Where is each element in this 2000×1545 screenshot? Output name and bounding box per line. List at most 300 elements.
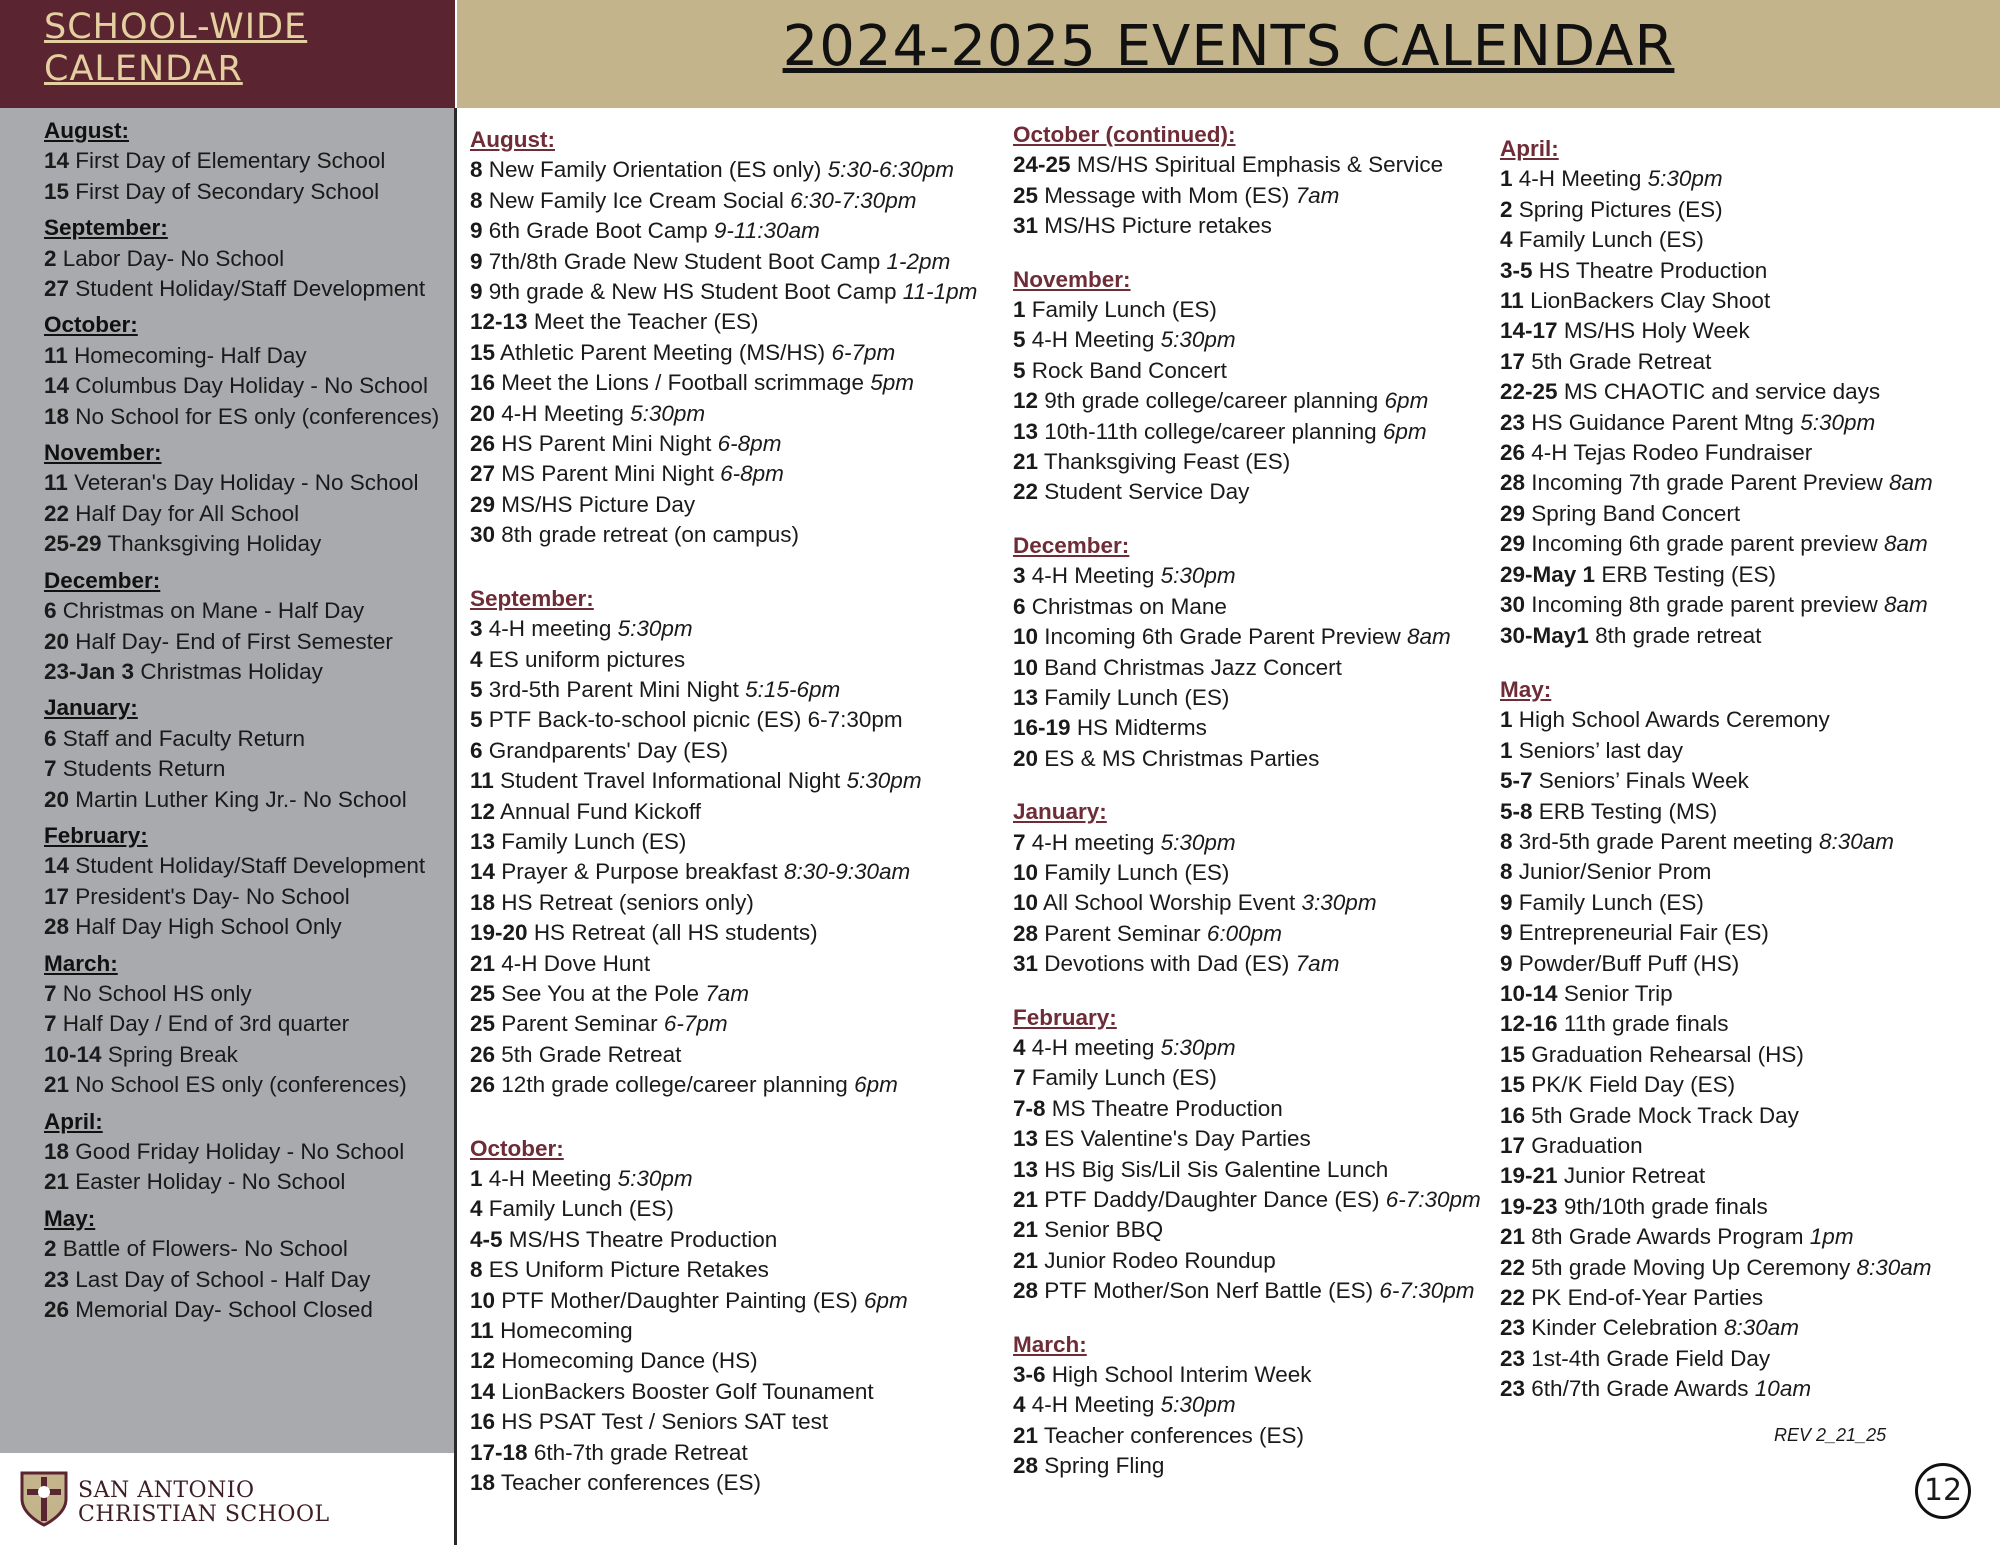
event-item: [470, 368, 977, 398]
event-date: 15: [1500, 1072, 1526, 1098]
event-item: [44, 1137, 439, 1167]
month-heading: April:: [1500, 136, 1559, 161]
event-date: 15: [470, 339, 496, 365]
event-date: 20: [44, 628, 70, 654]
event-title: Memorial Day- School Closed: [75, 1297, 373, 1323]
event-date: 10-14: [44, 1041, 102, 1067]
event-date: 29: [1500, 500, 1526, 526]
event-time: 6pm: [1382, 418, 1427, 444]
event-title: Meet the Lions / Football scrimmage: [501, 370, 864, 396]
event-title: Junior Rodeo Roundup: [1044, 1247, 1276, 1273]
event-item: [470, 675, 977, 705]
event-item: [470, 1164, 977, 1194]
event-item: [470, 1346, 977, 1376]
event-time: 8:30am: [1818, 828, 1895, 854]
event-date: 23: [1500, 1345, 1526, 1371]
event-date: 3-5: [1500, 257, 1533, 283]
event-time: 6-7:30pm: [1385, 1187, 1481, 1212]
event-item: [1500, 590, 1933, 620]
shield-icon: [18, 1469, 70, 1529]
event-title: 3rd-5th Parent Mini Night: [488, 676, 739, 702]
event-date: 8: [470, 157, 483, 183]
event-item: [44, 371, 439, 401]
event-item: [1500, 797, 1933, 827]
event-date: 19-23: [1500, 1193, 1558, 1219]
month-heading: December:: [1013, 532, 1130, 558]
event-title: High School Awards Ceremony: [1518, 707, 1830, 733]
event-item: [470, 277, 977, 307]
event-title: 6th Grade Boot Camp: [488, 218, 708, 244]
event-item: [470, 247, 977, 277]
event-date: 4-5: [470, 1226, 503, 1252]
event-date: 30: [470, 522, 496, 548]
event-date: 7-8: [1013, 1095, 1046, 1121]
month-section: [44, 213, 439, 304]
event-date: 26: [470, 1072, 496, 1098]
month-section: [44, 310, 439, 432]
event-item: [470, 1438, 977, 1468]
event-item: [1500, 560, 1933, 590]
event-item: [44, 1040, 439, 1070]
event-date: 7: [44, 756, 57, 782]
event-item: [1013, 713, 1481, 743]
event-date: 21: [1013, 1187, 1039, 1212]
page-title: 2024-2025 EVENTS CALENDAR: [782, 14, 1675, 79]
event-title: Family Lunch (ES): [1044, 684, 1230, 710]
event-date: 4: [1013, 1392, 1026, 1418]
event-date: 1: [1500, 737, 1513, 763]
event-date: 28: [1013, 920, 1039, 946]
school-wide-list: [44, 116, 439, 1325]
event-title: Family Lunch (ES): [1518, 227, 1704, 253]
event-date: 27: [470, 461, 496, 487]
event-item: [1500, 1009, 1933, 1039]
event-date: 20: [470, 400, 496, 426]
month-section: [44, 693, 439, 815]
event-item: [1500, 1070, 1933, 1100]
month-heading: September:: [470, 585, 594, 611]
event-title: 4-H Tejas Rodeo Fundraiser: [1531, 440, 1813, 466]
event-date: 18: [470, 1470, 496, 1496]
event-date: 12-16: [1500, 1011, 1558, 1037]
event-item: [1013, 1360, 1481, 1390]
event-item: [44, 1167, 439, 1197]
event-title: Rock Band Concert: [1031, 357, 1227, 383]
event-item: [44, 851, 439, 881]
event-time: 5:30pm: [1647, 166, 1723, 192]
event-title: MS/HS Picture Day: [501, 491, 696, 517]
month-section: [1013, 1003, 1481, 1307]
event-item: [44, 177, 439, 207]
event-date: 6: [44, 598, 57, 624]
month-heading: February:: [44, 822, 148, 848]
event-date: 25: [470, 980, 496, 1006]
event-time: 11-1pm: [902, 279, 978, 305]
event-time: 5:30-6:30pm: [827, 157, 954, 183]
event-title: PTF Daddy/Daughter Dance (ES): [1044, 1187, 1380, 1212]
event-item: [44, 402, 439, 432]
event-date: 27: [44, 276, 70, 302]
event-date: 22: [44, 500, 70, 526]
event-time: 5:15-6pm: [745, 676, 841, 702]
month-heading: October (continued):: [1013, 122, 1236, 147]
event-date: 17: [1500, 348, 1526, 374]
event-item: [1500, 1374, 1933, 1404]
event-item: [470, 520, 977, 550]
event-item: [470, 614, 977, 644]
event-title: Junior/Senior Prom: [1518, 859, 1712, 885]
event-item: [1500, 949, 1933, 979]
event-date: 17-18: [470, 1439, 528, 1465]
event-date: 9: [470, 279, 483, 305]
event-time: 7am: [1295, 182, 1340, 208]
event-title: No School HS only: [62, 980, 252, 1006]
event-title: Family Lunch (ES): [488, 1196, 674, 1222]
event-title: Easter Holiday - No School: [75, 1169, 346, 1195]
event-title: 6th/7th Grade Awards: [1531, 1376, 1749, 1402]
event-date: 9: [1500, 889, 1513, 915]
event-time: 8:30am: [1723, 1315, 1799, 1341]
event-item: [44, 882, 439, 912]
event-item: [1500, 1313, 1933, 1343]
month-heading: October:: [470, 1135, 564, 1161]
event-item: [1013, 653, 1481, 683]
event-item: [44, 244, 439, 274]
event-title: Student Travel Informational Night: [500, 768, 841, 794]
event-title: MS Parent Mini Night: [501, 461, 714, 487]
event-item: [1013, 295, 1481, 325]
event-date: 4: [1500, 227, 1513, 253]
event-item: [44, 596, 439, 626]
event-title: HS Guidance Parent Mtng: [1531, 409, 1794, 435]
event-title: 4-H Meeting: [1031, 563, 1155, 589]
event-date: 5: [1013, 357, 1026, 383]
event-date: 8: [1500, 859, 1513, 885]
event-time: 6:30-7:30pm: [790, 187, 917, 213]
event-item: [1500, 499, 1933, 529]
event-date: 25-29: [44, 531, 102, 557]
event-title: Half Day for All School: [75, 500, 300, 526]
event-item: [1500, 1131, 1933, 1161]
event-date: 28: [1500, 470, 1526, 496]
event-item: [1500, 377, 1933, 407]
event-item: [1500, 256, 1933, 286]
event-title: ERB Testing (MS): [1538, 798, 1718, 824]
event-date: 17: [1500, 1133, 1526, 1158]
event-date: 25: [1013, 182, 1039, 208]
event-item: [1013, 150, 1481, 180]
event-date: 10: [470, 1287, 496, 1313]
event-date: 16: [1500, 1102, 1526, 1128]
event-time: 8am: [1407, 624, 1451, 650]
event-title: Columbus Day Holiday - No School: [75, 373, 428, 399]
event-title: 4-H meeting: [1031, 829, 1155, 855]
event-title: 6th-7th grade Retreat: [533, 1439, 748, 1465]
event-time: 6-8pm: [717, 431, 782, 457]
event-date: 25: [470, 1011, 496, 1037]
event-date: 10: [1013, 654, 1039, 680]
event-item: [1013, 1451, 1481, 1481]
event-title: MS/HS Picture retakes: [1044, 213, 1272, 239]
event-date: 1: [1500, 166, 1513, 192]
event-title: Grandparents' Day (ES): [488, 737, 729, 763]
event-date: 29: [1500, 531, 1526, 557]
event-time: 1-2pm: [886, 248, 951, 274]
event-date: 28: [1013, 1278, 1039, 1304]
event-date: 29: [470, 491, 496, 517]
event-title: 5th Grade Retreat: [501, 1041, 682, 1067]
event-item: [1500, 918, 1933, 948]
event-title: 4-H Meeting: [1031, 1392, 1155, 1418]
event-title: HS Midterms: [1076, 715, 1207, 741]
event-title: ES Uniform Picture Retakes: [488, 1257, 769, 1283]
event-item: [1013, 1155, 1481, 1185]
event-item: [470, 1225, 977, 1255]
event-title: Parent Seminar: [501, 1011, 658, 1037]
event-date: 26: [470, 431, 496, 457]
event-item: [1013, 592, 1481, 622]
event-date: 9: [1500, 950, 1513, 976]
event-item: [470, 797, 977, 827]
event-title: Incoming 8th grade parent preview: [1531, 592, 1878, 618]
event-date: 7: [44, 1011, 57, 1037]
event-item: [470, 429, 977, 459]
event-date: 16: [470, 1409, 496, 1435]
event-date: 21: [1013, 449, 1039, 475]
event-item: [470, 399, 977, 429]
event-date: 30-May1: [1500, 622, 1589, 648]
event-item: [470, 766, 977, 796]
event-date: 19-21: [1500, 1163, 1558, 1189]
event-date: 3: [1013, 563, 1026, 589]
event-title: All School Worship Event: [1043, 890, 1296, 916]
event-date: 23-Jan 3: [44, 658, 135, 684]
event-date: 18: [44, 403, 70, 429]
event-time: 8am: [1884, 592, 1928, 618]
event-date: 21: [470, 950, 496, 976]
event-title: Christmas Holiday: [140, 658, 323, 684]
event-item: [1013, 1033, 1481, 1063]
event-item: [1500, 857, 1933, 887]
events-column-3: [1500, 134, 1933, 1405]
event-item: [470, 490, 977, 520]
event-item: [470, 645, 977, 675]
event-date: 4: [470, 646, 483, 672]
event-date: 10: [1013, 859, 1039, 885]
event-title: 5th Grade Retreat: [1531, 348, 1712, 374]
event-title: Powder/Buff Puff (HS): [1518, 950, 1740, 976]
event-title: Athletic Parent Meeting (MS/HS): [500, 339, 826, 365]
event-date: 23: [1500, 1315, 1526, 1341]
event-date: 21: [1013, 1422, 1039, 1448]
event-date: 4: [1013, 1034, 1026, 1060]
event-date: 12: [1013, 388, 1039, 414]
month-section: [1500, 675, 1933, 1405]
event-title: First Day of Elementary School: [75, 148, 386, 174]
event-date: 7: [1013, 1065, 1026, 1091]
event-title: ES uniform pictures: [488, 646, 686, 672]
event-title: Half Day / End of 3rd quarter: [62, 1011, 350, 1037]
month-section: [1013, 265, 1481, 508]
event-date: 5-8: [1500, 798, 1533, 824]
event-date: 7: [1013, 829, 1026, 855]
event-item: [470, 857, 977, 887]
event-date: 21: [1013, 1247, 1039, 1273]
sidebar-header: [0, 0, 455, 108]
event-item: [44, 1265, 439, 1295]
event-item: [1013, 1185, 1481, 1215]
event-item: [1500, 1161, 1933, 1191]
event-date: 19-20: [470, 920, 528, 946]
event-title: 1st-4th Grade Field Day: [1531, 1345, 1771, 1371]
event-title: Thanksgiving Holiday: [107, 531, 322, 557]
event-item: [1013, 1063, 1481, 1093]
event-item: [1013, 417, 1481, 447]
event-time: 5:30pm: [617, 616, 693, 642]
event-title: No School ES only (conferences): [75, 1072, 407, 1098]
event-title: Teacher conferences (ES): [1043, 1422, 1305, 1448]
event-title: Spring Break: [107, 1041, 238, 1067]
month-section: [470, 125, 977, 551]
event-item: [1500, 979, 1933, 1009]
event-title: Martin Luther King Jr.- No School: [75, 786, 407, 812]
month-heading: August:: [44, 118, 129, 143]
event-date: 17: [44, 883, 70, 909]
event-time: 8am: [1889, 470, 1933, 496]
event-date: 22: [1500, 1285, 1526, 1311]
event-item: [1500, 1344, 1933, 1374]
event-date: 6: [1013, 593, 1026, 619]
event-item: [1500, 1253, 1933, 1283]
event-title: MS/HS Theatre Production: [508, 1226, 778, 1252]
event-title: Christmas on Mane: [1031, 593, 1227, 619]
event-item: [1013, 325, 1481, 355]
event-date: 15: [44, 178, 70, 204]
event-item: [44, 912, 439, 942]
event-date: 14: [44, 148, 70, 174]
month-heading: August:: [470, 127, 555, 152]
event-item: [44, 754, 439, 784]
event-date: 11: [44, 342, 68, 368]
event-title: Family Lunch (ES): [1044, 859, 1230, 885]
month-heading: November:: [1013, 266, 1131, 292]
event-item: [1013, 477, 1481, 507]
column-divider: [454, 108, 457, 1545]
event-title: Teacher conferences (ES): [500, 1470, 762, 1496]
event-date: 21: [1013, 1217, 1039, 1243]
event-title: President's Day- No School: [75, 883, 350, 909]
event-time: 5:30pm: [1160, 1034, 1236, 1060]
event-item: [470, 1407, 977, 1437]
event-time: 9-11:30am: [713, 218, 820, 244]
month-heading: May:: [1500, 676, 1552, 702]
event-item: [1013, 386, 1481, 416]
month-section: [1013, 1330, 1481, 1482]
event-title: 5th Grade Mock Track Day: [1531, 1102, 1799, 1128]
event-item: [470, 186, 977, 216]
event-item: [1013, 858, 1481, 888]
event-item: [1500, 286, 1933, 316]
school-logo: [0, 1453, 454, 1545]
sidebar-title: [44, 6, 307, 90]
event-item: [44, 499, 439, 529]
event-title: 4-H Meeting: [488, 1166, 612, 1191]
event-item: [470, 888, 977, 918]
month-heading: May:: [44, 1205, 96, 1231]
event-title: Spring Pictures (ES): [1518, 196, 1723, 222]
event-item: [1500, 888, 1933, 918]
event-item: [44, 274, 439, 304]
event-title: See You at the Pole: [501, 980, 699, 1006]
event-title: 9th/10th grade finals: [1563, 1193, 1768, 1219]
event-date: 20: [44, 786, 70, 812]
event-title: Half Day- End of First Semester: [75, 628, 393, 654]
event-date: 21: [44, 1072, 70, 1098]
event-item: [1500, 347, 1933, 377]
event-title: Family Lunch (ES): [1031, 297, 1217, 323]
event-title: 7th/8th Grade New Student Boot Camp: [488, 248, 881, 274]
event-date: 5: [470, 707, 483, 733]
event-title: 9th grade & New HS Student Boot Camp: [488, 279, 897, 305]
event-time: 6pm: [854, 1072, 898, 1098]
event-date: 18: [44, 1139, 70, 1164]
event-item: [470, 827, 977, 857]
event-title: Student Holiday/Staff Development: [75, 853, 426, 879]
event-date: 8: [470, 1257, 483, 1283]
events-column-2: [1013, 120, 1481, 1482]
event-item: [1013, 1094, 1481, 1124]
event-date: 1: [1500, 707, 1513, 733]
event-item: [1500, 164, 1933, 194]
event-date: 15: [1500, 1041, 1526, 1067]
event-title: LionBackers Clay Shoot: [1530, 288, 1771, 314]
event-date: 2: [44, 245, 57, 271]
event-title: HS Theatre Production: [1538, 257, 1768, 283]
event-item: [44, 1009, 439, 1039]
event-date: 7: [44, 980, 57, 1006]
event-item: [1500, 225, 1933, 255]
event-date: 22: [1500, 1254, 1526, 1280]
events-column-1: [470, 125, 977, 1498]
event-time: 5:30pm: [617, 1166, 693, 1191]
event-title: Family Lunch (ES): [1518, 889, 1704, 915]
event-title: 8th grade retreat (on campus): [501, 522, 799, 548]
event-item: [470, 1070, 977, 1100]
event-date: 30: [1500, 592, 1526, 618]
month-heading: January:: [1013, 799, 1107, 825]
event-item: [470, 1377, 977, 1407]
event-date: 2: [1500, 196, 1513, 222]
event-item: [470, 155, 977, 185]
event-item: [470, 1468, 977, 1498]
month-section: [470, 584, 977, 1101]
event-date: 12: [470, 798, 496, 824]
event-item: [1013, 1276, 1481, 1306]
event-item: [470, 918, 977, 948]
event-item: [470, 705, 977, 735]
event-title: HS Retreat (seniors only): [501, 889, 754, 915]
event-date: 22-25: [1500, 379, 1558, 405]
event-title: 3rd-5th grade Parent meeting: [1518, 828, 1813, 854]
event-date: 12-13: [470, 309, 528, 335]
event-title: Annual Fund Kickoff: [500, 798, 702, 824]
event-title: High School Interim Week: [1051, 1362, 1312, 1388]
event-title: 5th grade Moving Up Ceremony: [1531, 1254, 1851, 1280]
event-item: [44, 146, 439, 176]
event-time: 6:00pm: [1206, 920, 1282, 946]
event-item: [44, 657, 439, 687]
month-section: [44, 1204, 439, 1326]
